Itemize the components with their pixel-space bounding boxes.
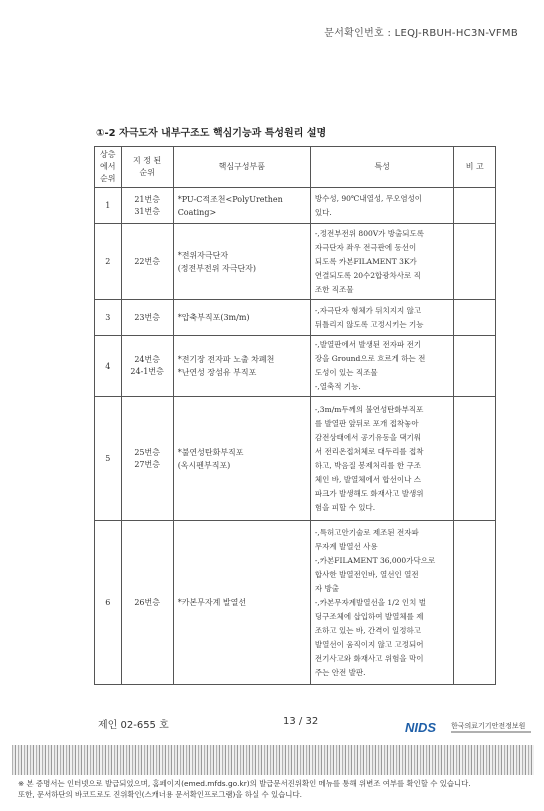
header-layer-rank: 상층 에서 순위 <box>95 147 122 188</box>
row-part: *전위자극단자 (정전부전위 자극단자) <box>173 224 310 300</box>
row-note <box>454 300 496 336</box>
table-row <box>95 188 496 224</box>
row-number: 4 <box>95 336 122 397</box>
row-feature: -,정전부전위 800V가 방출되도록 자극단자 좌우 전극판에 동선이 되도록 카본FILAMENT 3K가 연결되도록 20수2합광차사로 직 조한 직조물 <box>310 224 454 300</box>
table-header-row <box>95 147 496 188</box>
row-order: 25번층 27번층 <box>121 397 173 521</box>
nids-logo-text: NIDS <box>405 720 437 735</box>
row-part: *전기장 전자파 노출 차폐천 *난연성 장섬유 부직포 <box>173 336 310 397</box>
table-row <box>95 397 496 521</box>
row-note <box>454 336 496 397</box>
row-order: 21번층 31번층 <box>121 188 173 224</box>
row-number: 3 <box>95 300 122 336</box>
row-number: 5 <box>95 397 122 521</box>
document-number: 문서확인번호 : LEQJ-RBUH-HC3N-VFMB <box>324 28 518 39</box>
organization-name: 한국의료기기안전정보원 <box>451 722 526 730</box>
row-feature: -,자극단자 형체가 뒤치지지 않고 뒤틀리지 않도록 고정시키는 기능 <box>310 300 454 336</box>
header-assigned-order: 지 정 된 순위 <box>121 147 173 188</box>
verification-notice-line2: 또한, 문서하단의 바코드로도 진위확인(스캐너용 문서확인프로그램)을 하실 수 있습니다. <box>18 790 302 799</box>
row-order: 26번층 <box>121 521 173 685</box>
table-row <box>95 224 496 300</box>
header-feature: 특성 <box>310 147 454 188</box>
row-feature: 방수성, 90℃내열성, 무오염성이 있다. <box>310 188 454 224</box>
row-feature: -,특허고안기술로 제조된 전자파 무자계 발열선 사용 -,카본FILAMENT 36,000가닥으로 합사한 발열전인바, 열선인 열전 자 방출 -,카본무자계발열선을 1/2 인치 벌 딩구조체에 삽입하여 발열체를 제 조하고 있는 바, 간격이 일정하고 발열선이 움직이지 않고 고정되어 전기사고와 화재사고 위험을 막이 주는 안전 발판. <box>310 521 454 685</box>
row-note <box>454 224 496 300</box>
row-part: *압축부직포(3m/m) <box>173 300 310 336</box>
row-order: 22번층 <box>121 224 173 300</box>
barcode-strip <box>12 745 534 775</box>
row-number: 1 <box>95 188 122 224</box>
header-note: 비 고 <box>454 147 496 188</box>
table-row <box>95 336 496 397</box>
row-number: 2 <box>95 224 122 300</box>
organization-subtitle-line <box>451 731 531 733</box>
section-title: ①-2 자극도자 내부구조도 핵심기능과 특성원리 설명 <box>96 128 327 139</box>
header-core-parts: 핵심구성부품 <box>173 147 310 188</box>
row-part: *불연성탄화부직포 (옥시펜부직포) <box>173 397 310 521</box>
nids-logo <box>405 719 447 735</box>
page-number: 13 / 32 <box>283 716 319 727</box>
row-part: *PU-C적조천<PolyUrethen Coating> <box>173 188 310 224</box>
row-part: *카본무자계 발열선 <box>173 521 310 685</box>
certificate-number: 제인 02-655 호 <box>98 720 169 731</box>
table-row <box>95 521 496 685</box>
row-note <box>454 397 496 521</box>
verification-notice-line1: ※ 본 증명서는 인터넷으로 발급되었으며, 홈페이지(emed.mfds.go.kr)의 발급문서진위확인 메뉴를 통해 위변조 여부를 확인할 수 있습니다. <box>18 779 471 788</box>
table-row <box>95 300 496 336</box>
row-feature: -,3m/m두께의 불연성탄화부직포 를 발열판 앞뒤로 포개 접착놓아 감전상태에서 공기유동을 댁기워 서 전리온접쳐체로 대두리를 접착 하고, 박음질 봉제처리를 한 구조 체인 바, 발열체에서 합선이나 스 파크가 발생해도 화재사고 발생위 험을 피할 수 있다. <box>310 397 454 521</box>
row-note <box>454 188 496 224</box>
component-table <box>94 146 496 685</box>
row-note <box>454 521 496 685</box>
row-number: 6 <box>95 521 122 685</box>
row-feature: -,발열판에서 발생된 전자파 전기 장을 Ground으로 흐르게 하는 전 도성이 있는 직조물 -,열축적 기능. <box>310 336 454 397</box>
row-order: 24번층 24-1번층 <box>121 336 173 397</box>
row-order: 23번층 <box>121 300 173 336</box>
